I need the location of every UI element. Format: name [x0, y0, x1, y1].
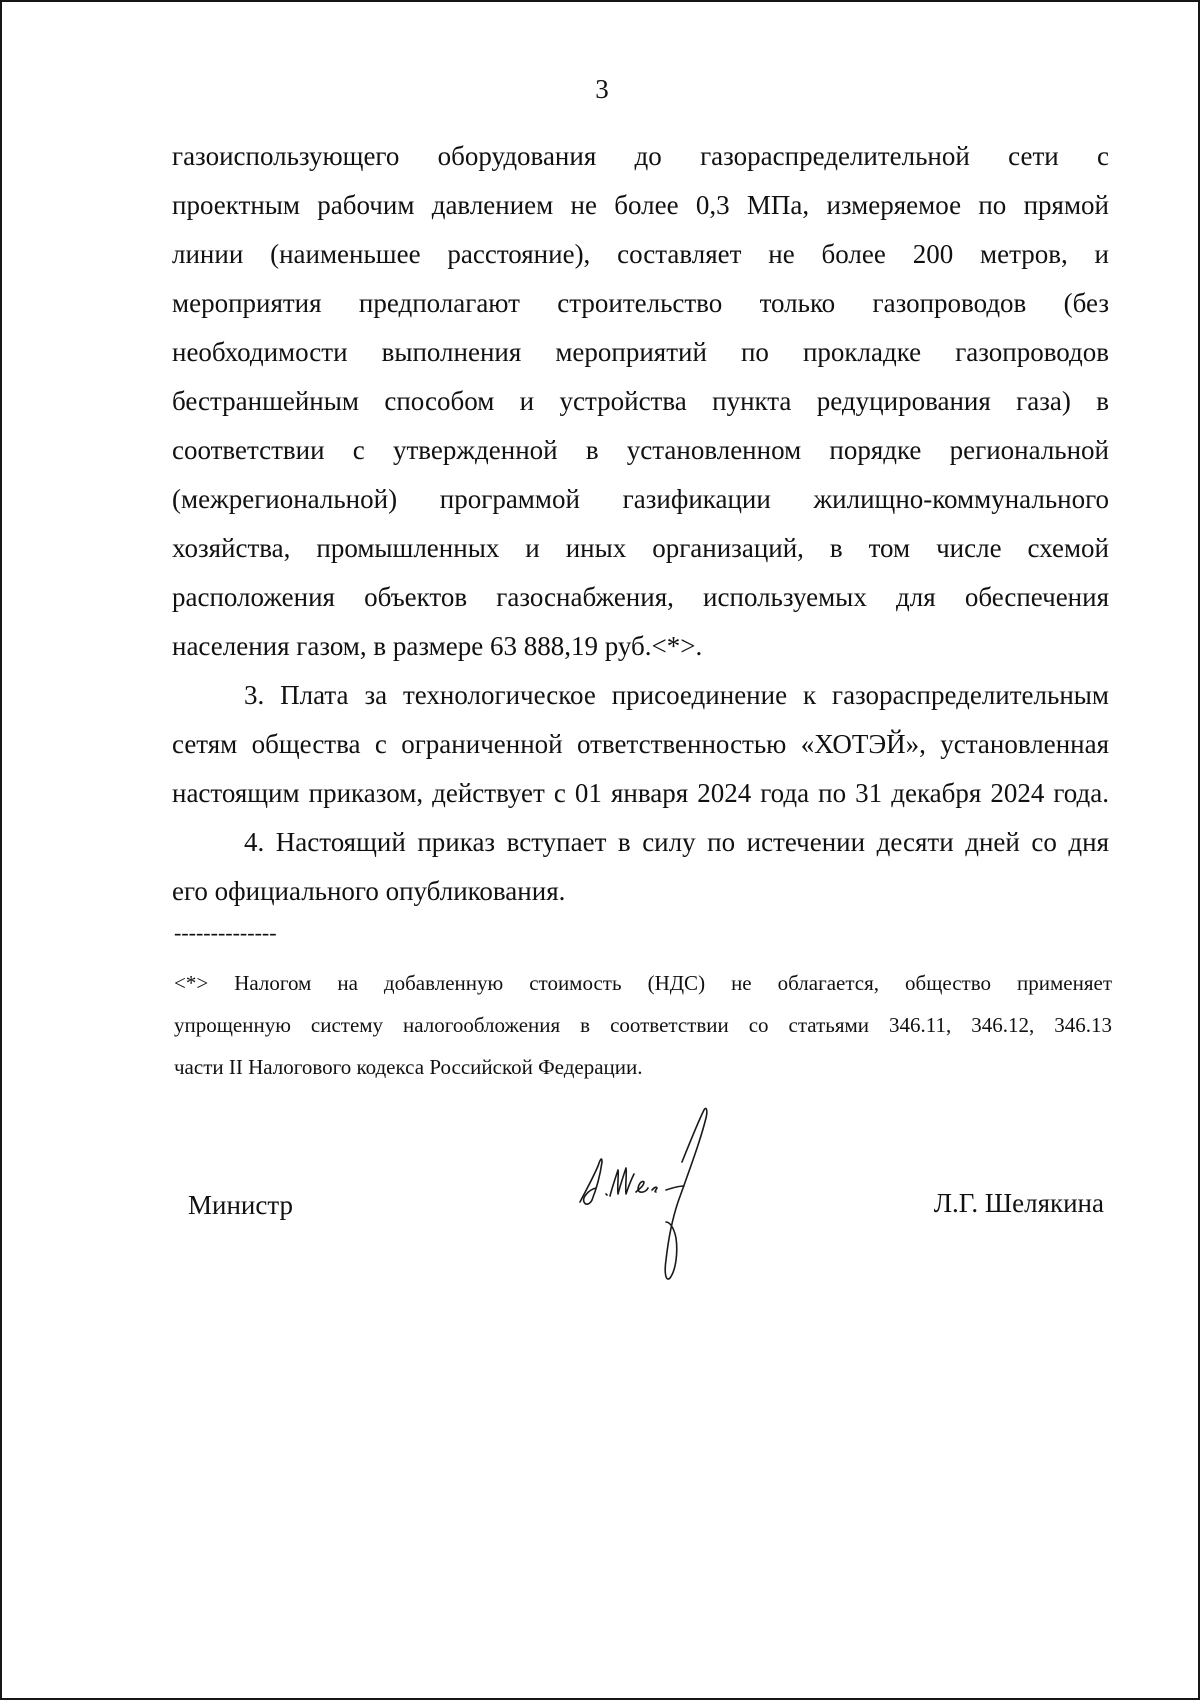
text-line: бестраншейным способом и устройства пункта редуцирования газа) в: [172, 386, 1109, 416]
signer-position: Министр: [188, 1190, 293, 1220]
text-line: настоящим приказом, действует с 01 января 2024 года по 31 декабря 2024 года.: [172, 778, 1109, 808]
text-line: расположения объектов газоснабжения, используемых для обеспечения: [172, 582, 1109, 612]
handwritten-signature-icon: [562, 1102, 742, 1292]
text-line: его официального опубликования.: [172, 876, 566, 906]
text-line: необходимости выполнения мероприятий по прокладке газопроводов: [172, 337, 1109, 367]
footnote-line: упрощенную систему налогообложения в соответствии со статьями 346.11, 346.12, 346.13: [174, 1013, 1112, 1037]
paragraph-item-4: [172, 818, 1109, 916]
text-line: линии (наименьшее расстояние), составляет не более 200 метров, и: [172, 239, 1109, 269]
text-line: проектным рабочим давлением не более 0,3 МПа, измеряемое по прямой: [172, 190, 1109, 220]
footnote-line: <*> Налогом на добавленную стоимость (НДС) не облагается, общество применяет: [174, 971, 1112, 995]
page-number: 3: [595, 74, 609, 104]
text-line: хозяйства, промышленных и иных организаций, в том числе схемой: [172, 533, 1109, 563]
footnote-separator: --------------: [174, 920, 277, 945]
footnote-line: части II Налогового кодекса Российской Федерации.: [174, 1055, 643, 1079]
text-line: 4. Настоящий приказ вступает в силу по истечении десяти дней со дня: [244, 827, 1109, 857]
document-body: [172, 132, 1109, 916]
text-line: мероприятия предполагают строительство только газопроводов (без: [172, 288, 1109, 318]
text-line: газоиспользующего оборудования до газораспределительной сети с: [172, 141, 1109, 171]
signature-block: [2, 1082, 1200, 1302]
text-line: соответствии с утвержденной в установленном порядке региональной: [172, 435, 1109, 465]
text-line: (межрегиональной) программой газификации жилищно-коммунального: [172, 484, 1109, 514]
text-line: сетям общества с ограниченной ответственностью «ХОТЭЙ», установленная: [172, 729, 1109, 759]
paragraph-item-3: [172, 671, 1109, 818]
text-line: 3. Плата за технологическое присоединение к газораспределительным: [244, 680, 1109, 710]
paragraph-continuation: [172, 132, 1109, 671]
signer-name: Л.Г. Шелякина: [933, 1188, 1104, 1218]
text-line: населения газом, в размере 63 888,19 руб.<*>.: [172, 631, 703, 661]
footnote: [174, 962, 1112, 1088]
